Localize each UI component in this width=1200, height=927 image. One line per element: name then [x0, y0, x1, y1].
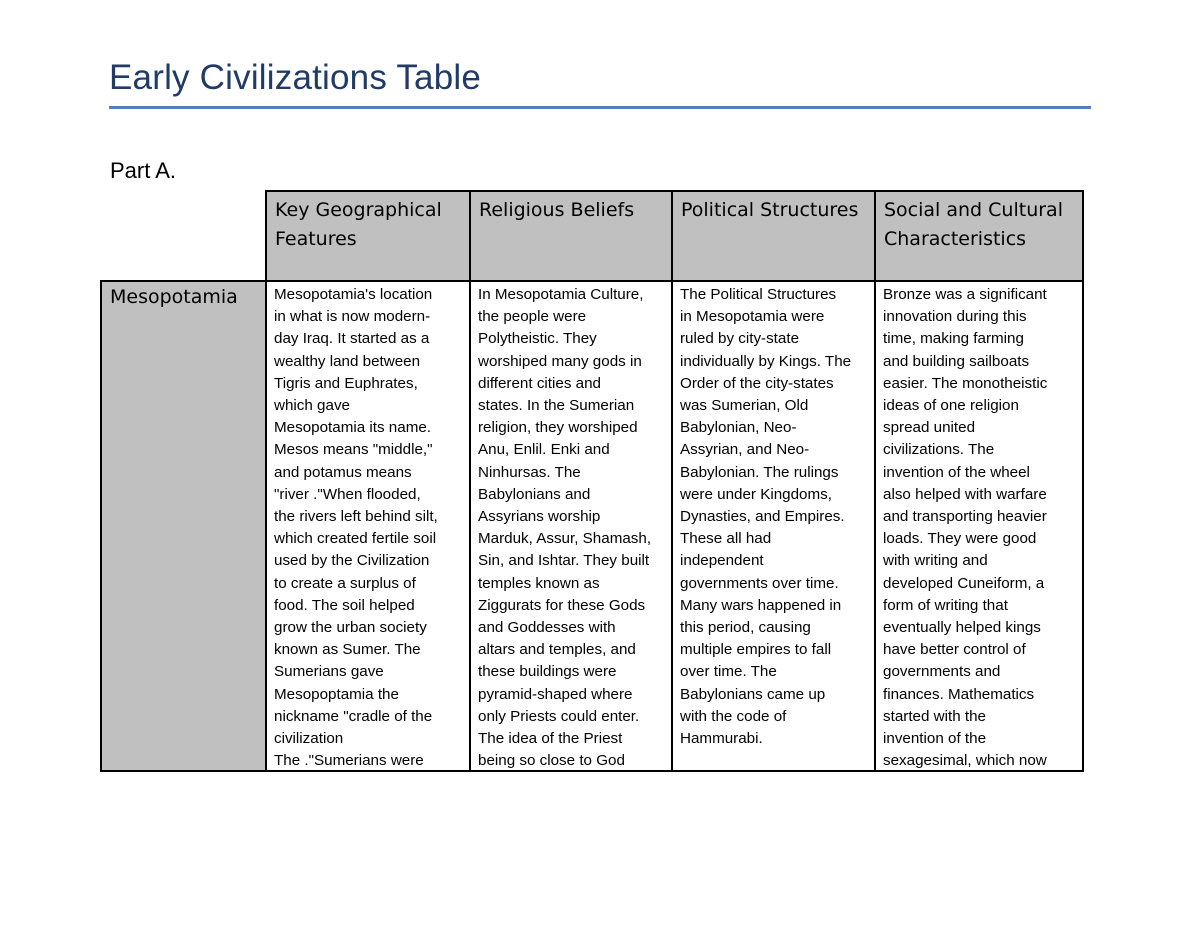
cell-religion-text: In Mesopotamia Culture, the people were Polytheistic. They worshiped many gods in different cities and states. In the Sumerian religion, they worshiped Anu, Enlil. Enki and Ninhursas. The Babylonians and Assyrians worship Marduk, Assur, Shamash, Sin, and Ishtar. They built temples known as Ziggurats for these Gods and Goddesses with altars and temples, and these buildings were pyramid-shaped where only Priests could enter. The idea of the Priest being so close to God [478, 286, 652, 768]
cell-religion [470, 281, 672, 771]
cell-political [672, 281, 875, 771]
document-title: Early Civilizations Table [109, 58, 482, 97]
part-heading [110, 158, 176, 184]
part-suffix: . [169, 158, 177, 183]
cell-social-cultural-text: Bronze was a significant innovation during this time, making farming and building sailboats easier. The monotheistic ideas of one religion spread united civilizations. The invention of the wheel also helped with warfare and transporting heavier loads. They were good with writing and developed Cuneiform, a form of writing that eventually helped kings have better control of governments and finances. Mathematics started with the invention of the sexagesimal, which now [883, 286, 1048, 768]
table-header-row [101, 191, 1083, 281]
column-header-social-cultural: Social and Cultural Characteristics [875, 191, 1083, 281]
part-label: Part A [110, 158, 170, 183]
cell-geography [266, 281, 470, 771]
table-corner-empty [101, 191, 266, 281]
title-underline [109, 106, 1091, 109]
civilizations-table [100, 190, 1084, 772]
table-row [101, 281, 1083, 771]
column-header-political: Political Structures [672, 191, 875, 281]
cell-social-cultural [875, 281, 1083, 771]
cell-political-text: The Political Structures in Mesopotamia were ruled by city-state individually by Kings. The Order of the city-states was Sumerian, Old Babylonian, Neo- Assyrian, and Neo- Babylonian. The rulings were under Kingdoms, Dynasties, and Empires. These all had independent governments over time. Many wars happened in this period, causing multiple empires to fall over time. The Babylonians came up with the code of Hammurabi. [680, 286, 852, 748]
cell-geography-text: Mesopotamia's location in what is now modern- day Iraq. It started as a wealthy land between Tigris and Euphrates, which gave Mesopotamia its name. Mesos means "middle," and potamus means "river ."When flooded, the rivers left behind silt, which created fertile soil used by the Civilization to create a surplus of food. The soil helped grow the urban society known as Sumer. The Sumerians gave Mesopoptamia the nickname "cradle of the civilization The ."Sumerians were [274, 286, 438, 768]
column-header-religion: Religious Beliefs [470, 191, 672, 281]
column-header-geography: Key Geographical Features [266, 191, 470, 281]
row-header-mesopotamia: Mesopotamia [101, 281, 266, 771]
